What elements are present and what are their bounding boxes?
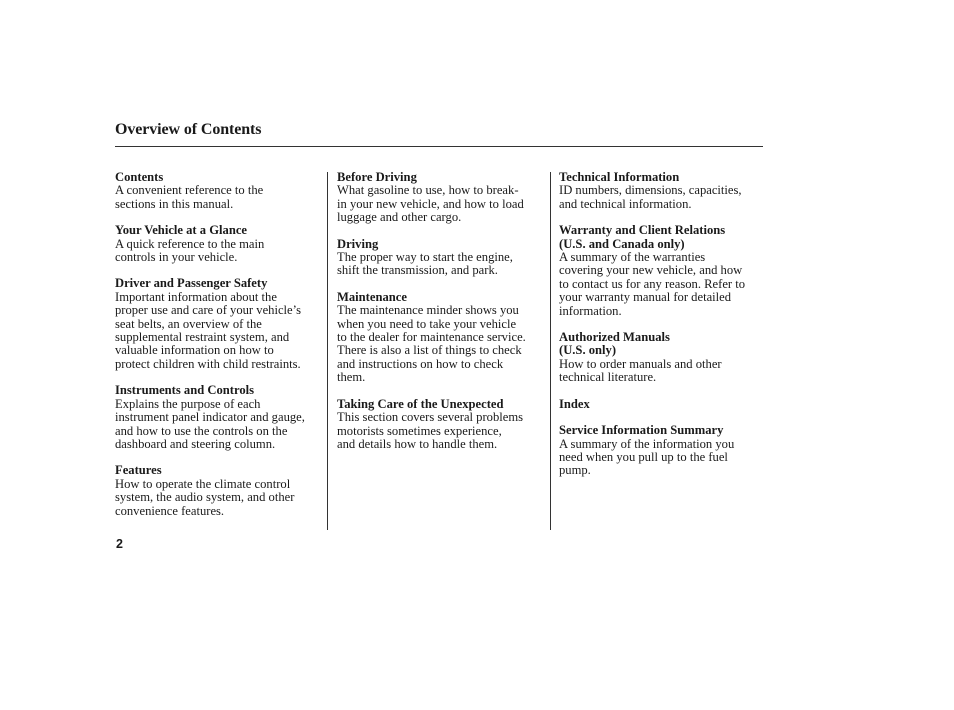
- section-heading: Contents: [115, 170, 164, 184]
- section-before-driving: [337, 171, 547, 225]
- section-description: A convenient reference to the sections in this manual.: [115, 183, 264, 211]
- section-description: A quick reference to the main controls in your vehicle.: [115, 236, 265, 265]
- page-number: 2: [116, 537, 123, 551]
- section-heading: Driver and Passenger Safety: [115, 276, 268, 291]
- section-heading: Technical Information: [559, 170, 680, 184]
- page-title: Overview of Contents: [115, 121, 262, 138]
- section-heading: Maintenance: [337, 289, 407, 304]
- section-heading: Instruments and Controls: [115, 383, 255, 398]
- title-divider: [115, 146, 763, 147]
- section-heading: Warranty and Client Relations (U.S. and Canada only): [559, 223, 726, 251]
- section-contents: [115, 171, 325, 211]
- section-heading: Driving: [337, 236, 379, 251]
- section-instruments-controls: [115, 384, 325, 451]
- section-authorized-manuals: [559, 331, 764, 385]
- section-maintenance: [337, 291, 547, 385]
- section-heading: Features: [115, 463, 162, 478]
- section-index: [559, 398, 764, 411]
- section-taking-care-unexpected: [337, 398, 547, 452]
- section-driving: [337, 238, 547, 278]
- section-description: This section covers several problems motorists sometimes experience, and details how to handle them.: [337, 410, 524, 451]
- section-description: Important information about the proper use and care of your vehicle’s seat belts, an overview of the supplemental restraint system, and valuable information on how to protect children with child restraints.: [115, 289, 302, 371]
- section-description: What gasoline to use, how to break- in your new vehicle, and how to load luggage and other cargo.: [337, 183, 524, 225]
- section-heading: Service Information Summary: [559, 423, 724, 438]
- section-warranty-client-relations: [559, 224, 764, 318]
- contents-column-3: [559, 171, 764, 491]
- section-description: ID numbers, dimensions, capacities, and technical information.: [559, 183, 742, 211]
- section-heading: Authorized Manuals (U.S. only): [559, 330, 670, 358]
- section-features: [115, 464, 325, 518]
- contents-column-1: [115, 171, 325, 531]
- column-divider: [327, 172, 328, 530]
- section-description: Explains the purpose of each instrument panel indicator and gauge, and how to use the controls on the dashboard and steering column.: [115, 396, 305, 451]
- column-divider: [550, 172, 551, 530]
- section-service-information-summary: [559, 424, 764, 478]
- section-description: The maintenance minder shows you when you need to take your vehicle to the dealer for maintenance service. There is also a list of things to check and instructions on how to check them.: [337, 303, 526, 385]
- section-vehicle-at-a-glance: [115, 224, 325, 264]
- section-heading: Your Vehicle at a Glance: [115, 223, 247, 238]
- contents-column-2: [337, 171, 547, 464]
- section-driver-passenger-safety: [115, 277, 325, 371]
- section-description: A summary of the information you need when you pull up to the fuel pump.: [559, 436, 735, 478]
- section-description: A summary of the warranties covering your new vehicle, and how to contact us for any reason. Refer to your warranty manual for detailed information.: [559, 250, 746, 318]
- section-heading: Taking Care of the Unexpected: [337, 396, 504, 411]
- section-description: How to operate the climate control system, the audio system, and other convenience features.: [115, 476, 295, 518]
- section-description: The proper way to start the engine, shift the transmission, and park.: [337, 250, 513, 278]
- section-heading: Before Driving: [337, 170, 417, 184]
- section-description: How to order manuals and other technical literature.: [559, 356, 722, 385]
- section-technical-information: [559, 171, 764, 211]
- section-heading: Index: [559, 396, 590, 411]
